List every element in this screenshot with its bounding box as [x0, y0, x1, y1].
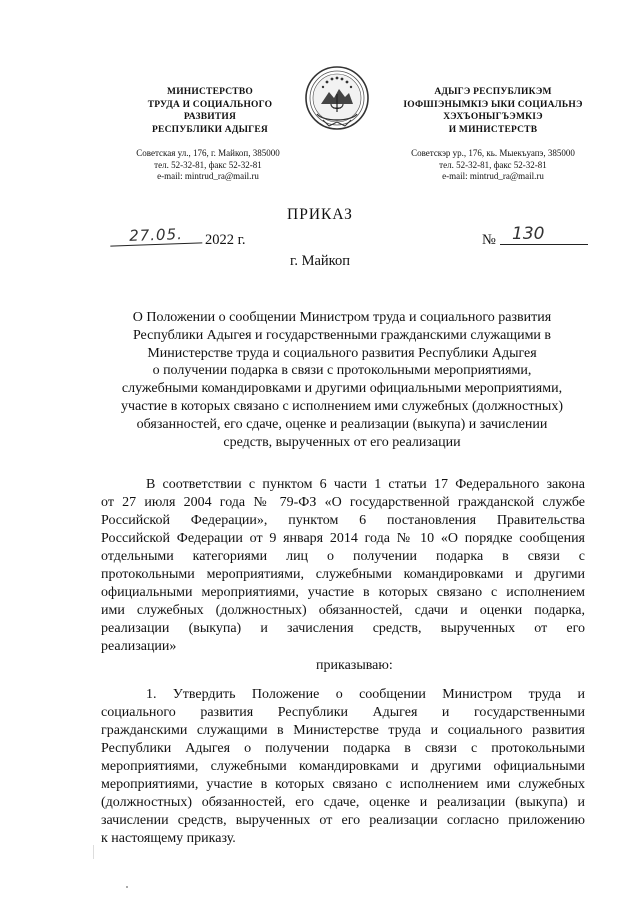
handwritten-number: 130 [500, 224, 588, 245]
paragraph-line: социального развития Республики Адыгея и государственными [101, 705, 585, 720]
subject-line: Министерстве труда и социального развития Республики Адыгея [147, 345, 537, 361]
number-label: № [482, 232, 496, 248]
paragraph-line: мероприятиями, участие в которых связано с исполнением ими служебных [101, 777, 585, 792]
paragraph-line: В соответствии с пунктом 6 части 1 статьи 17 Федерального закона [146, 477, 585, 492]
decree-paragraph-1 [101, 686, 585, 848]
letterhead-right-line: ІОФШІЭНЫМКІЭ ЫКИ СОЦИАЛЬНЭ [403, 99, 583, 110]
subject-line: о получении подарка в связи с протокольными мероприятиями, [152, 363, 532, 379]
letterhead-left-line: ТРУДА И СОЦИАЛЬНОГО [147, 99, 273, 110]
paragraph-line: Российской Федерации от 9 января 2014 года № 10 «О порядке сообщения [101, 531, 585, 546]
letterhead-right-line: АДЫГЭ РЕСПУБЛИКЭМ [434, 87, 552, 97]
contact-email: e-mail: mintrud_ra@mail.ru [442, 171, 544, 181]
paragraph-line: ими служебных (должностных) обязанностей, сдачи и оценки подарка, [101, 603, 585, 618]
paragraph-line: 1. Утвердить Положение о сообщении Министром труда и [146, 687, 585, 702]
contact-phone: тел. 52-32-81, факс 52-32-81 [154, 159, 262, 170]
subject-line: участие в которых связано с исполнением ими служебных (должностных) [120, 398, 564, 414]
paragraph-line: отдельными категориями лиц о получении подарка в связи с [101, 549, 585, 564]
subject-line: средств, вырученных от его реализации [223, 434, 461, 450]
order-word: приказываю: [316, 658, 393, 673]
order-title: ПРИКАЗ [287, 206, 353, 223]
paragraph-line: мероприятиями, служебными командировками и другими официальными [101, 759, 585, 774]
paragraph-line: Российской Федерации», пунктом 6 постановления Правительства [101, 513, 585, 528]
paragraph-line: к настоящему приказу. [101, 831, 236, 846]
contact-phone: тел. 52-32-81, факс 52-32-81 [439, 159, 547, 170]
letterhead-left-line: МИНИСТЕРСТВО [167, 87, 253, 97]
paragraph-line: реализации (выкупа) и зачисления средств, вырученных от его [101, 621, 585, 636]
handwritten-date: 27.05. [110, 224, 203, 246]
order-subject [108, 309, 576, 451]
contact-email: e-mail: mintrud_ra@mail.ru [157, 171, 259, 181]
order-year: 2022 г. [205, 232, 246, 248]
subject-line: Республики Адыгея и государственными гражданскими служащими в [132, 327, 552, 343]
paragraph-line: Республики Адыгея о получении подарка в связи с протокольными [101, 741, 585, 756]
city: г. Майкоп [290, 253, 350, 269]
subject-line: О Положении о сообщении Министром труда и социального развития [132, 310, 552, 325]
letterhead-left-line: РАЗВИТИЯ [183, 112, 237, 122]
letterhead-right-line: ХЭХЪОНЫГЪЭМКІЭ [443, 112, 543, 122]
paragraph-line: (должностных) обязанностей, его сдаче, оценке и реализации (выкупа) и [101, 795, 585, 810]
contacts-right [386, 148, 600, 183]
paragraph-line: гражданскими служащими в Министерстве труда и социального развития [101, 723, 585, 738]
preamble-paragraph [101, 476, 585, 656]
contacts-left [108, 148, 308, 183]
subject-line: обязанностей, его сдаче, оценке и реализации (выкупа) и зачислении [136, 416, 548, 432]
letterhead-right-line: И МИНИСТЕРСТВ [448, 124, 538, 135]
paragraph-line: зачислении средств, вырученных от его реализации согласно приложению [101, 813, 585, 828]
letterhead-left-line: РЕСПУБЛИКИ АДЫГЕЯ [152, 124, 268, 135]
paragraph-line: от 27 июля 2004 года № 79-ФЗ «О государственной гражданской службе [101, 495, 585, 510]
coat-of-arms-emblem-icon [303, 64, 371, 136]
letterhead-left [100, 86, 320, 136]
paragraph-line: официальными мероприятиями, участие в которых связано с исполнением [101, 585, 585, 600]
contact-address: Советскэр ур., 176, кь. Мыекъуапэ, 385000 [411, 148, 575, 158]
scan-speck [93, 845, 94, 859]
letterhead-right [378, 86, 608, 136]
scan-speck [126, 886, 128, 888]
contact-address: Советская ул., 176, г. Майкоп, 385000 [136, 148, 280, 158]
subject-line: служебными командировками и другими официальными мероприятиями, [121, 381, 563, 397]
paragraph-line: протокольными мероприятиями, служебными командировками и другими [101, 567, 585, 582]
paragraph-line: реализации» [101, 639, 177, 654]
